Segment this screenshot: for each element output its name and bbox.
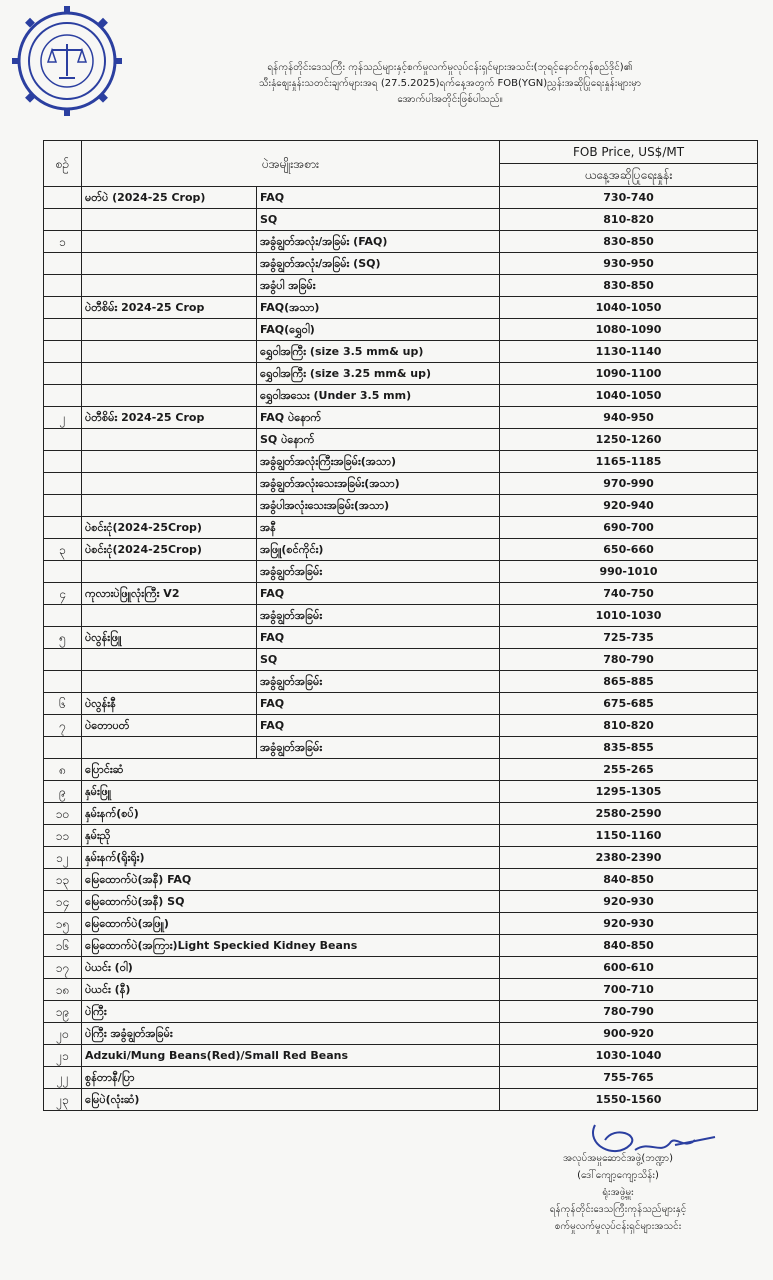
row-product: မြေထောက်ပဲ(အနီ) FAQ: [82, 869, 500, 891]
row-grade: FAQ: [257, 715, 500, 737]
table-row: [44, 231, 758, 253]
row-product: [82, 737, 257, 759]
row-price: 780-790: [500, 649, 758, 671]
association-seal-logo: [12, 6, 122, 116]
table-row: [44, 693, 758, 715]
table-row: [44, 473, 758, 495]
row-product: နှမ်းဖြူ: [82, 781, 500, 803]
header-line-2: သီးနှံစျေးနှုန်းသတင်းချက်များအရ (27.5.2025)ရက်နေ့အတွက် FOB(YGN)ညွှန်းအဆိုပြုရေးနှုန်းများမှာ: [258, 78, 642, 89]
row-price: 740-750: [500, 583, 758, 605]
table-row: [44, 803, 758, 825]
row-serial: [44, 209, 82, 231]
document-header: [150, 60, 750, 108]
footer-line-2: (ဒေါ်ကျော့ကျော့သိန်း): [577, 1170, 659, 1181]
row-price: 920-930: [500, 891, 758, 913]
row-price: 780-790: [500, 1001, 758, 1023]
row-serial: ၁၈: [44, 979, 82, 1001]
row-product: မြေပဲ(လုံးဆံ): [82, 1089, 500, 1111]
row-serial: [44, 319, 82, 341]
table-row: [44, 297, 758, 319]
row-price: 920-940: [500, 495, 758, 517]
row-product: ပဲကြီး: [82, 1001, 500, 1023]
row-price: 1090-1100: [500, 363, 758, 385]
row-product: [82, 319, 257, 341]
row-serial: ၁၁: [44, 825, 82, 847]
row-grade: အခွံချွတ်အခြမ်း: [257, 737, 500, 759]
row-product: [82, 341, 257, 363]
row-product: [82, 209, 257, 231]
table-row: [44, 605, 758, 627]
table-row: [44, 209, 758, 231]
row-price: 1010-1030: [500, 605, 758, 627]
row-price: 1030-1040: [500, 1045, 758, 1067]
row-product: [82, 451, 257, 473]
row-grade: FAQ: [257, 627, 500, 649]
row-serial: ၄: [44, 583, 82, 605]
row-product: [82, 649, 257, 671]
row-grade: FAQ: [257, 583, 500, 605]
table-row: [44, 649, 758, 671]
row-product: ပဲတီစိမ်း 2024-25 Crop: [82, 407, 257, 429]
row-product: [82, 561, 257, 583]
row-price: 810-820: [500, 209, 758, 231]
row-price: 675-685: [500, 693, 758, 715]
row-grade: အခွံချွတ်အလုံးသေးအခြမ်း(အသာ): [257, 473, 500, 495]
row-grade: အခွံချွတ်အခြမ်း: [257, 605, 500, 627]
row-price: 255-265: [500, 759, 758, 781]
row-serial: ၂၂: [44, 1067, 82, 1089]
row-price: 700-710: [500, 979, 758, 1001]
row-serial: [44, 275, 82, 297]
table-row: [44, 1089, 758, 1111]
row-product: ပဲယင်း (နီ): [82, 979, 500, 1001]
table-row: [44, 913, 758, 935]
row-product: ကုလားပဲဖြူလုံးကြီး V2: [82, 583, 257, 605]
row-price: 840-850: [500, 869, 758, 891]
row-price: 920-930: [500, 913, 758, 935]
price-table: [43, 140, 758, 1111]
row-serial: [44, 649, 82, 671]
row-product: မြေထောက်ပဲ(အဖြူ): [82, 913, 500, 935]
table-row: [44, 979, 758, 1001]
row-product: ပဲကြီး အခွံချွတ်အခြမ်း: [82, 1023, 500, 1045]
row-price: 1040-1050: [500, 297, 758, 319]
table-row: [44, 869, 758, 891]
table-row: [44, 935, 758, 957]
row-serial: ၁၇: [44, 957, 82, 979]
row-grade: အခွံပါ အခြမ်း: [257, 275, 500, 297]
table-row: [44, 583, 758, 605]
row-serial: [44, 473, 82, 495]
row-serial: ၅: [44, 627, 82, 649]
row-grade: အနီ: [257, 517, 500, 539]
row-grade: SQ: [257, 209, 500, 231]
row-product: [82, 363, 257, 385]
row-grade: အခွံချွတ်အလုံး/အခြမ်း (SQ): [257, 253, 500, 275]
row-serial: [44, 385, 82, 407]
row-price: 2380-2390: [500, 847, 758, 869]
row-serial: ၁၉: [44, 1001, 82, 1023]
table-row: [44, 1023, 758, 1045]
row-price: 730-740: [500, 187, 758, 209]
row-price: 1165-1185: [500, 451, 758, 473]
row-serial: ၂: [44, 407, 82, 429]
row-price: 810-820: [500, 715, 758, 737]
row-serial: ၇: [44, 715, 82, 737]
row-price: 900-920: [500, 1023, 758, 1045]
row-grade: SQ: [257, 649, 500, 671]
row-price: 725-735: [500, 627, 758, 649]
row-grade: FAQ: [257, 187, 500, 209]
row-product: ပဲလွန်းဖြူ: [82, 627, 257, 649]
row-serial: [44, 341, 82, 363]
row-price: 865-885: [500, 671, 758, 693]
row-price: 2580-2590: [500, 803, 758, 825]
row-serial: ၂၁: [44, 1045, 82, 1067]
row-serial: [44, 561, 82, 583]
row-product: နှမ်းညို: [82, 825, 500, 847]
row-serial: ၈: [44, 759, 82, 781]
footer-line-3: ရုံးအဖွဲ့မှူး: [602, 1187, 634, 1198]
row-price: 755-765: [500, 1067, 758, 1089]
row-price: 1080-1090: [500, 319, 758, 341]
row-serial: [44, 429, 82, 451]
row-grade: ရွှေဝါအကြီး (size 3.25 mm& up): [257, 363, 500, 385]
row-price: 650-660: [500, 539, 758, 561]
row-price: 940-950: [500, 407, 758, 429]
row-price: 840-850: [500, 935, 758, 957]
table-row: [44, 1001, 758, 1023]
row-serial: ၁၄: [44, 891, 82, 913]
header-serial: စဉ်: [44, 141, 82, 187]
header-fob-price: FOB Price, US$/MT: [500, 141, 758, 164]
row-grade: အခွံချွတ်အခြမ်း: [257, 561, 500, 583]
table-row: [44, 847, 758, 869]
row-serial: [44, 671, 82, 693]
row-product: [82, 275, 257, 297]
row-grade: အဖြူ(စင်ကိုင်း): [257, 539, 500, 561]
table-row: [44, 539, 758, 561]
table-header-row: [44, 141, 758, 164]
row-grade: အခွံချွတ်အလုံးကြီးအခြမ်း(အသာ): [257, 451, 500, 473]
row-price: 1550-1560: [500, 1089, 758, 1111]
table-row: [44, 737, 758, 759]
row-serial: [44, 451, 82, 473]
footer-line-5: စက်မှုလက်မှုလုပ်ငန်းရှင်များအသင်း: [554, 1221, 682, 1232]
row-price: 970-990: [500, 473, 758, 495]
table-row: [44, 275, 758, 297]
row-product: နှမ်းနက်(ရိုးရိုး): [82, 847, 500, 869]
row-product: ပဲတောပတ်: [82, 715, 257, 737]
row-product: ပဲစင်းငုံ(2024-25Crop): [82, 517, 257, 539]
row-product: နှမ်းနက်(စပ်): [82, 803, 500, 825]
table-row: [44, 1067, 758, 1089]
row-grade: အခွံချွတ်အခြမ်း: [257, 671, 500, 693]
table-row: [44, 187, 758, 209]
row-price: 1040-1050: [500, 385, 758, 407]
header-line-1: ရန်ကုန်တိုင်းဒေသကြီး ကုန်သည်များနှင့်စက်မှုလက်မှုလုပ်ငန်းရှင်များအသင်း(ဘုရင့်နောင်ကုန်စည်ဒိုင်)၏: [267, 62, 633, 73]
row-serial: [44, 605, 82, 627]
row-serial: ၁၀: [44, 803, 82, 825]
row-grade: ရွှေဝါအသေး (Under 3.5 mm): [257, 385, 500, 407]
row-grade: အခွံပါအလုံးသေးအခြမ်း(အသာ): [257, 495, 500, 517]
row-product: [82, 231, 257, 253]
table-row: [44, 385, 758, 407]
table-row: [44, 671, 758, 693]
row-grade: FAQ(အသာ): [257, 297, 500, 319]
row-price: 1150-1160: [500, 825, 758, 847]
table-row: [44, 759, 758, 781]
row-price: 1295-1305: [500, 781, 758, 803]
table-row: [44, 781, 758, 803]
table-row: [44, 341, 758, 363]
table-row: [44, 627, 758, 649]
table-row: [44, 825, 758, 847]
row-serial: ၂၃: [44, 1089, 82, 1111]
table-row: [44, 957, 758, 979]
row-serial: ၂၀: [44, 1023, 82, 1045]
row-serial: [44, 363, 82, 385]
row-product: ပဲယင်း (ဝါ): [82, 957, 500, 979]
table-row: [44, 715, 758, 737]
footer-line-4: ရန်ကုန်တိုင်းဒေသကြီးကုန်သည်များနှင့်: [549, 1204, 687, 1215]
row-serial: ၁၆: [44, 935, 82, 957]
row-grade: ရွှေဝါအကြီး (size 3.5 mm& up): [257, 341, 500, 363]
row-product: [82, 253, 257, 275]
row-grade: SQ ပဲနောက်: [257, 429, 500, 451]
row-product: မြေထောက်ပဲ(အနီ) SQ: [82, 891, 500, 913]
row-price: 690-700: [500, 517, 758, 539]
row-serial: ၁၅: [44, 913, 82, 935]
row-serial: ၆: [44, 693, 82, 715]
table-row: [44, 891, 758, 913]
table-row: [44, 319, 758, 341]
row-price: 830-850: [500, 231, 758, 253]
row-price: 600-610: [500, 957, 758, 979]
row-product: ပြောင်းဆံ: [82, 759, 500, 781]
row-product: ပဲစင်းငုံ(2024-25Crop): [82, 539, 257, 561]
table-row: [44, 1045, 758, 1067]
row-product: [82, 671, 257, 693]
table-row: [44, 253, 758, 275]
row-serial: ၁၂: [44, 847, 82, 869]
row-serial: [44, 737, 82, 759]
row-product: ပဲလွန်းနီ: [82, 693, 257, 715]
header-today-price: ယနေ့အဆိုပြုရေးနှုန်း: [500, 164, 758, 187]
row-serial: [44, 253, 82, 275]
row-price: 1250-1260: [500, 429, 758, 451]
table-row: [44, 517, 758, 539]
row-price: 930-950: [500, 253, 758, 275]
header-line-3: အောက်ပါအတိုင်းဖြစ်ပါသည်။: [397, 94, 503, 105]
row-grade: FAQ: [257, 693, 500, 715]
table-row: [44, 451, 758, 473]
row-grade: FAQ ပဲနောက်: [257, 407, 500, 429]
row-product: စွန်တာနီ/ပြာ: [82, 1067, 500, 1089]
row-serial: [44, 517, 82, 539]
row-product: မတ်ပဲ (2024-25 Crop): [82, 187, 257, 209]
row-product: Adzuki/Mung Beans(Red)/Small Red Beans: [82, 1045, 500, 1067]
table-row: [44, 407, 758, 429]
row-price: 830-850: [500, 275, 758, 297]
footer-line-1: အလုပ်အမှုဆောင်အဖွဲ့(ဘဏ္ဍာ): [562, 1153, 674, 1164]
row-serial: ၃: [44, 539, 82, 561]
row-serial: [44, 495, 82, 517]
row-serial: ၉: [44, 781, 82, 803]
table-row: [44, 561, 758, 583]
table-row: [44, 429, 758, 451]
row-price: 835-855: [500, 737, 758, 759]
row-price: 1130-1140: [500, 341, 758, 363]
row-product: မြေထောက်ပဲ(အကြား)Light Speckied Kidney Beans: [82, 935, 500, 957]
signature-block: [493, 1150, 743, 1235]
row-product: [82, 385, 257, 407]
row-price: 990-1010: [500, 561, 758, 583]
table-row: [44, 363, 758, 385]
header-bean-type: ပဲအမျိုးအစား: [82, 141, 500, 187]
row-serial: ၁: [44, 231, 82, 253]
row-product: [82, 429, 257, 451]
row-product: [82, 473, 257, 495]
table-row: [44, 495, 758, 517]
row-product: [82, 495, 257, 517]
row-serial: [44, 187, 82, 209]
row-grade: FAQ(ရွှေဝါ): [257, 319, 500, 341]
row-grade: အခွံချွတ်အလုံး/အခြမ်း (FAQ): [257, 231, 500, 253]
row-serial: ၁၃: [44, 869, 82, 891]
row-product: ပဲတီစိမ်း 2024-25 Crop: [82, 297, 257, 319]
row-product: [82, 605, 257, 627]
row-serial: [44, 297, 82, 319]
